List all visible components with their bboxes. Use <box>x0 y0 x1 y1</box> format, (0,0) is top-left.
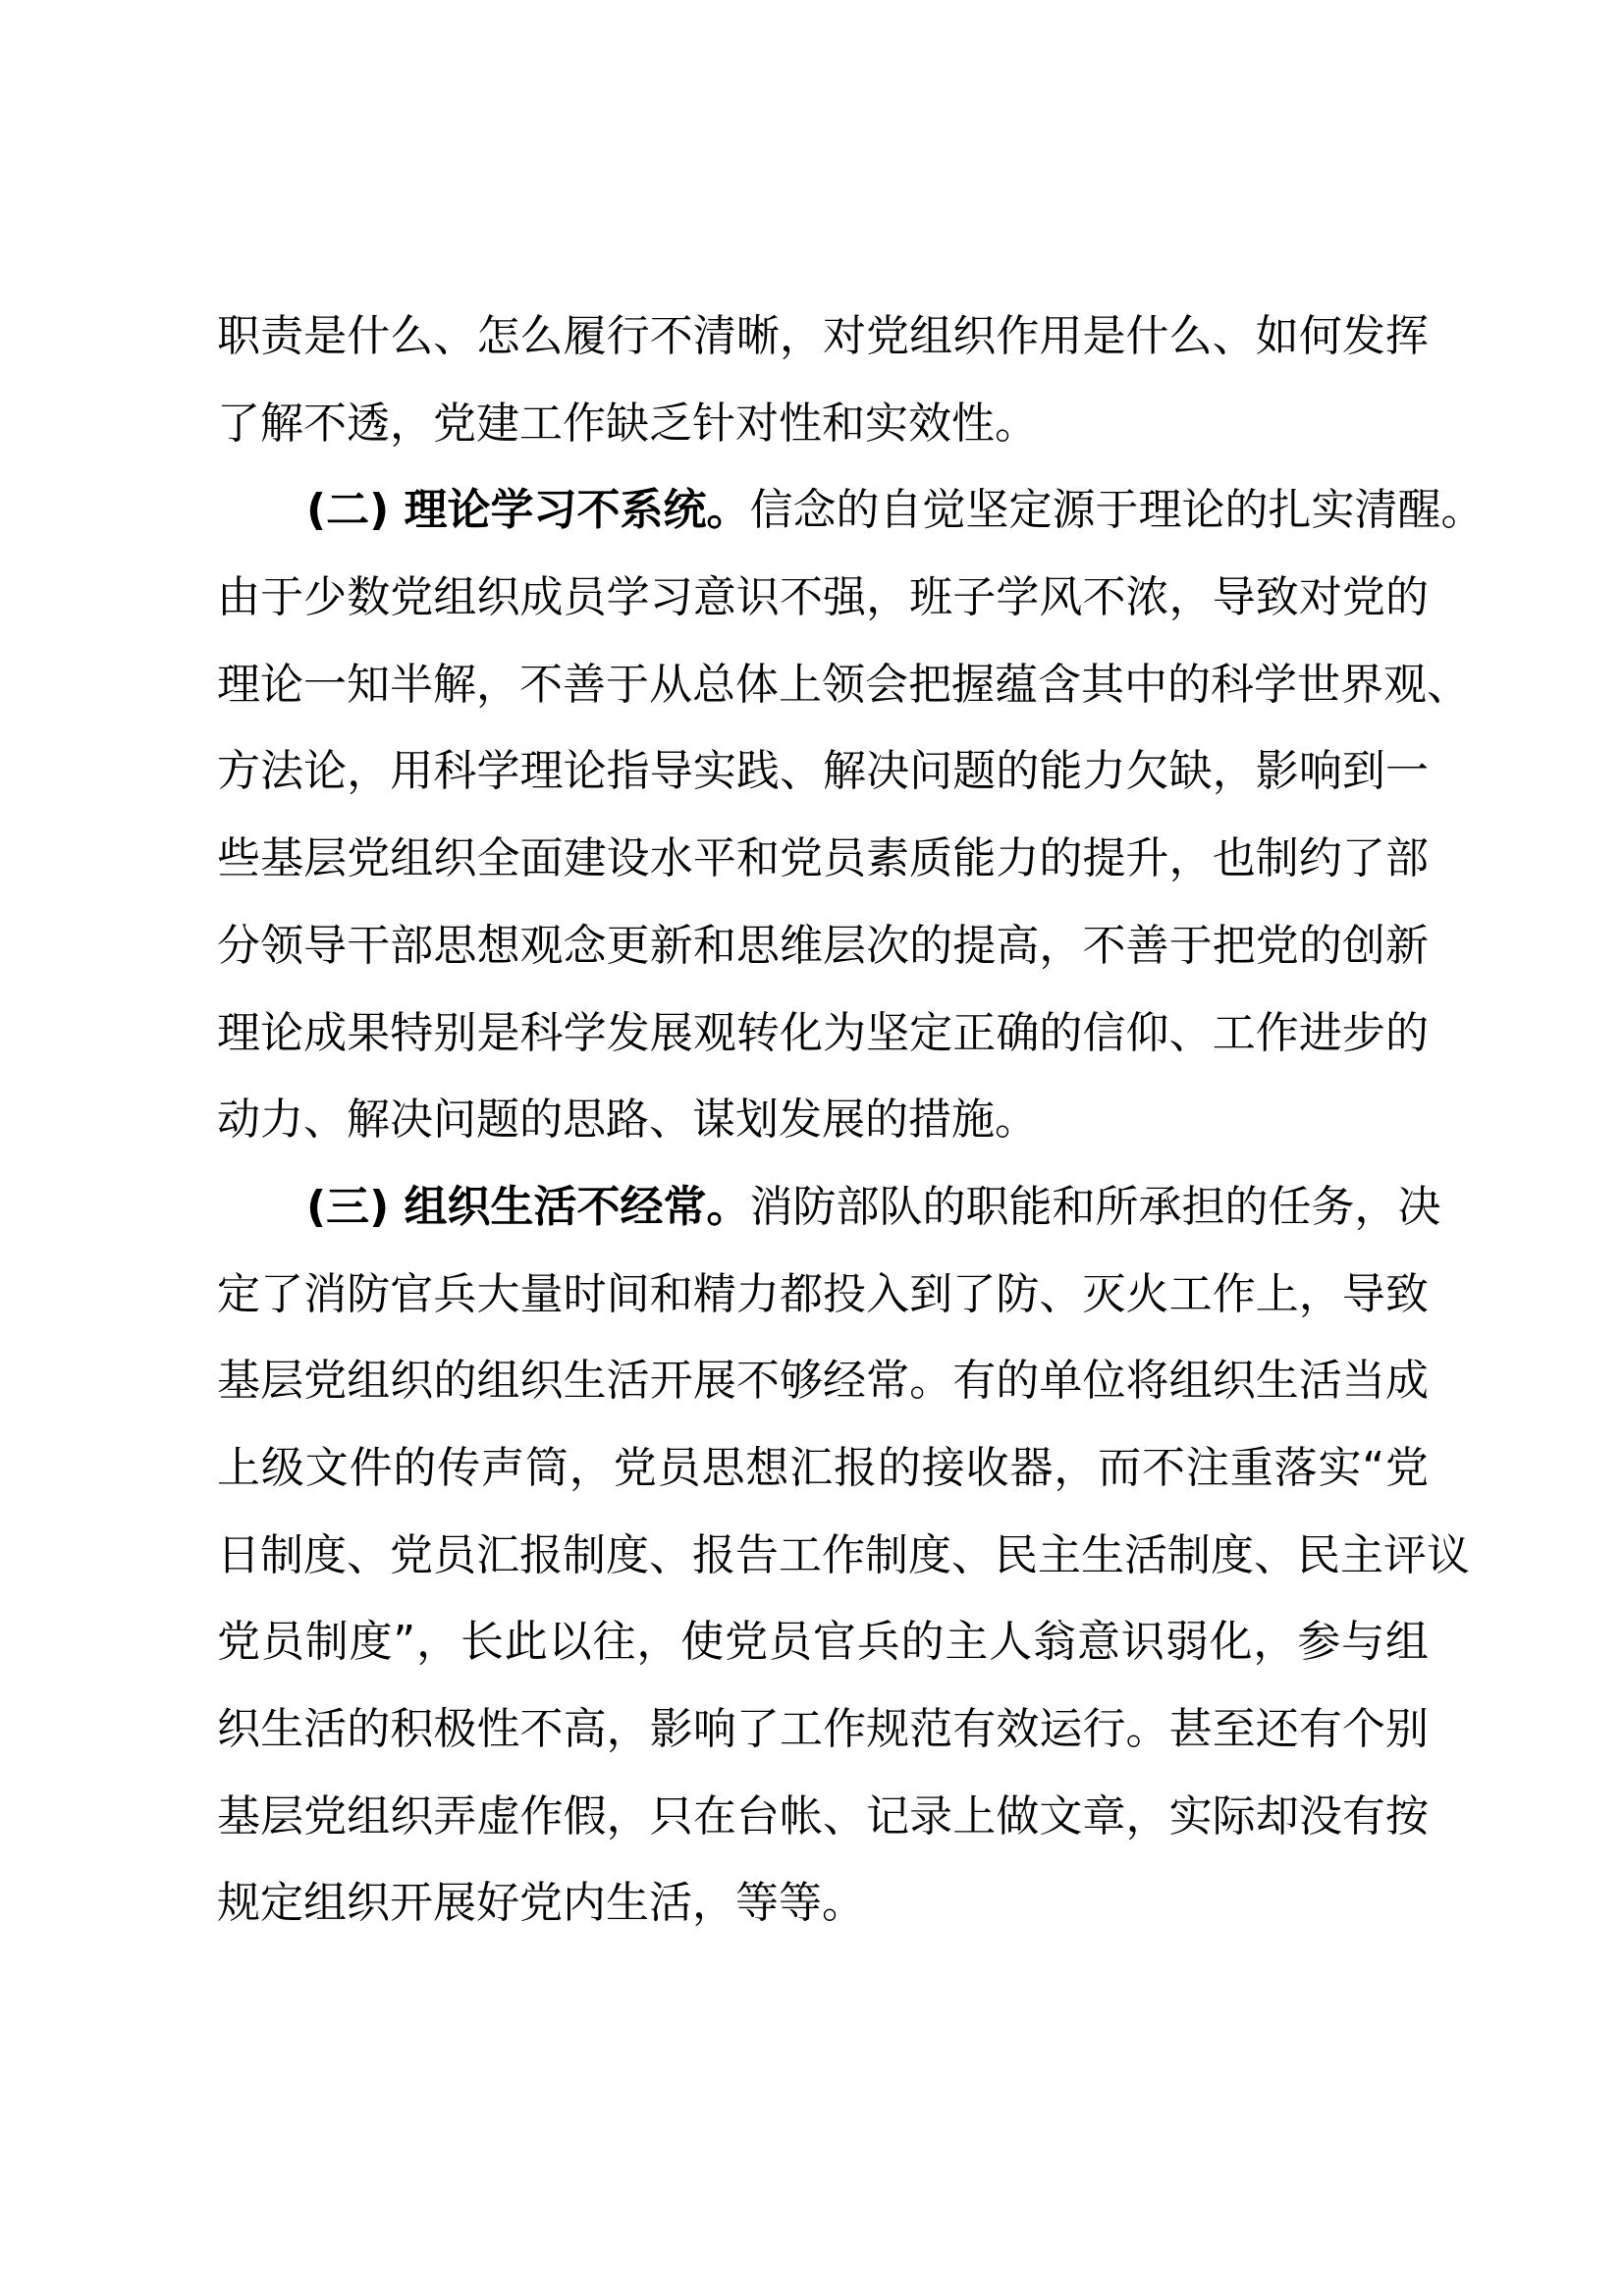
text-line: 动力、解决问题的思路、谋划发展的措施。 <box>217 1095 1038 1146</box>
text-line: 定了消防官兵大量时间和精力都投入到了防、灭火工作上，导致 <box>217 1268 1429 1319</box>
paragraph-theory-study <box>217 467 1485 1164</box>
text-line: 党员制度”，长此以往，使党员官兵的主人翁意识弱化，参与组 <box>217 1617 1429 1668</box>
text-line: 些基层党组织全面建设水平和党员素质能力的提升，也制约了部 <box>217 833 1429 884</box>
paragraph-organization-life <box>217 1164 1470 1948</box>
text-line: 分领导干部思想观念更新和思维层次的提高，不善于把党的创新 <box>217 920 1429 971</box>
text-run: 信念的自觉坚定源于理论的扎实清醒。 <box>749 485 1485 536</box>
text-line: 了解不透，党建工作缺乏针对性和实效性。 <box>217 398 1038 449</box>
text-line: 理论成果特别是科学发展观转化为坚定正确的信仰、工作进步的 <box>217 1007 1429 1058</box>
text-line: 理论一知半解，不善于从总体上领会把握蕴含其中的科学世界观、 <box>217 659 1470 710</box>
text-line: 由于少数党组织成员学习意识不强，班子学风不浓，导致对党的 <box>217 572 1429 623</box>
section-heading: (三) 组织生活不经常。 <box>306 1181 750 1232</box>
heading-line <box>217 1164 1441 1252</box>
document-page <box>217 294 1485 1948</box>
text-line: 职责是什么、怎么履行不清晰，对党组织作用是什么、如何发挥 <box>217 311 1429 361</box>
section-heading: (二) 理论学习不系统。 <box>306 485 750 536</box>
paragraph-continuation <box>217 294 1429 467</box>
text-line: 织生活的积极性不高，影响了工作规范有效运行。甚至还有个别 <box>217 1704 1429 1754</box>
text-line: 基层党组织弄虚作假，只在台帐、记录上做文章，实际却没有按 <box>217 1790 1429 1842</box>
text-line: 日制度、党员汇报制度、报告工作制度、民主生活制度、民主评议 <box>217 1529 1470 1580</box>
text-line: 规定组织开展好党内生活，等等。 <box>217 1878 865 1929</box>
text-run: 消防部队的职能和所承担的任务，决 <box>749 1181 1441 1232</box>
text-line: 方法论，用科学理论指导实践、解决问题的能力欠缺，影响到一 <box>217 746 1429 797</box>
text-line: 上级文件的传声筒，党员思想汇报的接收器，而不注重落实“党 <box>217 1442 1429 1493</box>
heading-line <box>217 467 1485 555</box>
text-line: 基层党组织的组织生活开展不够经常。有的单位将组织生活当成 <box>217 1356 1429 1407</box>
